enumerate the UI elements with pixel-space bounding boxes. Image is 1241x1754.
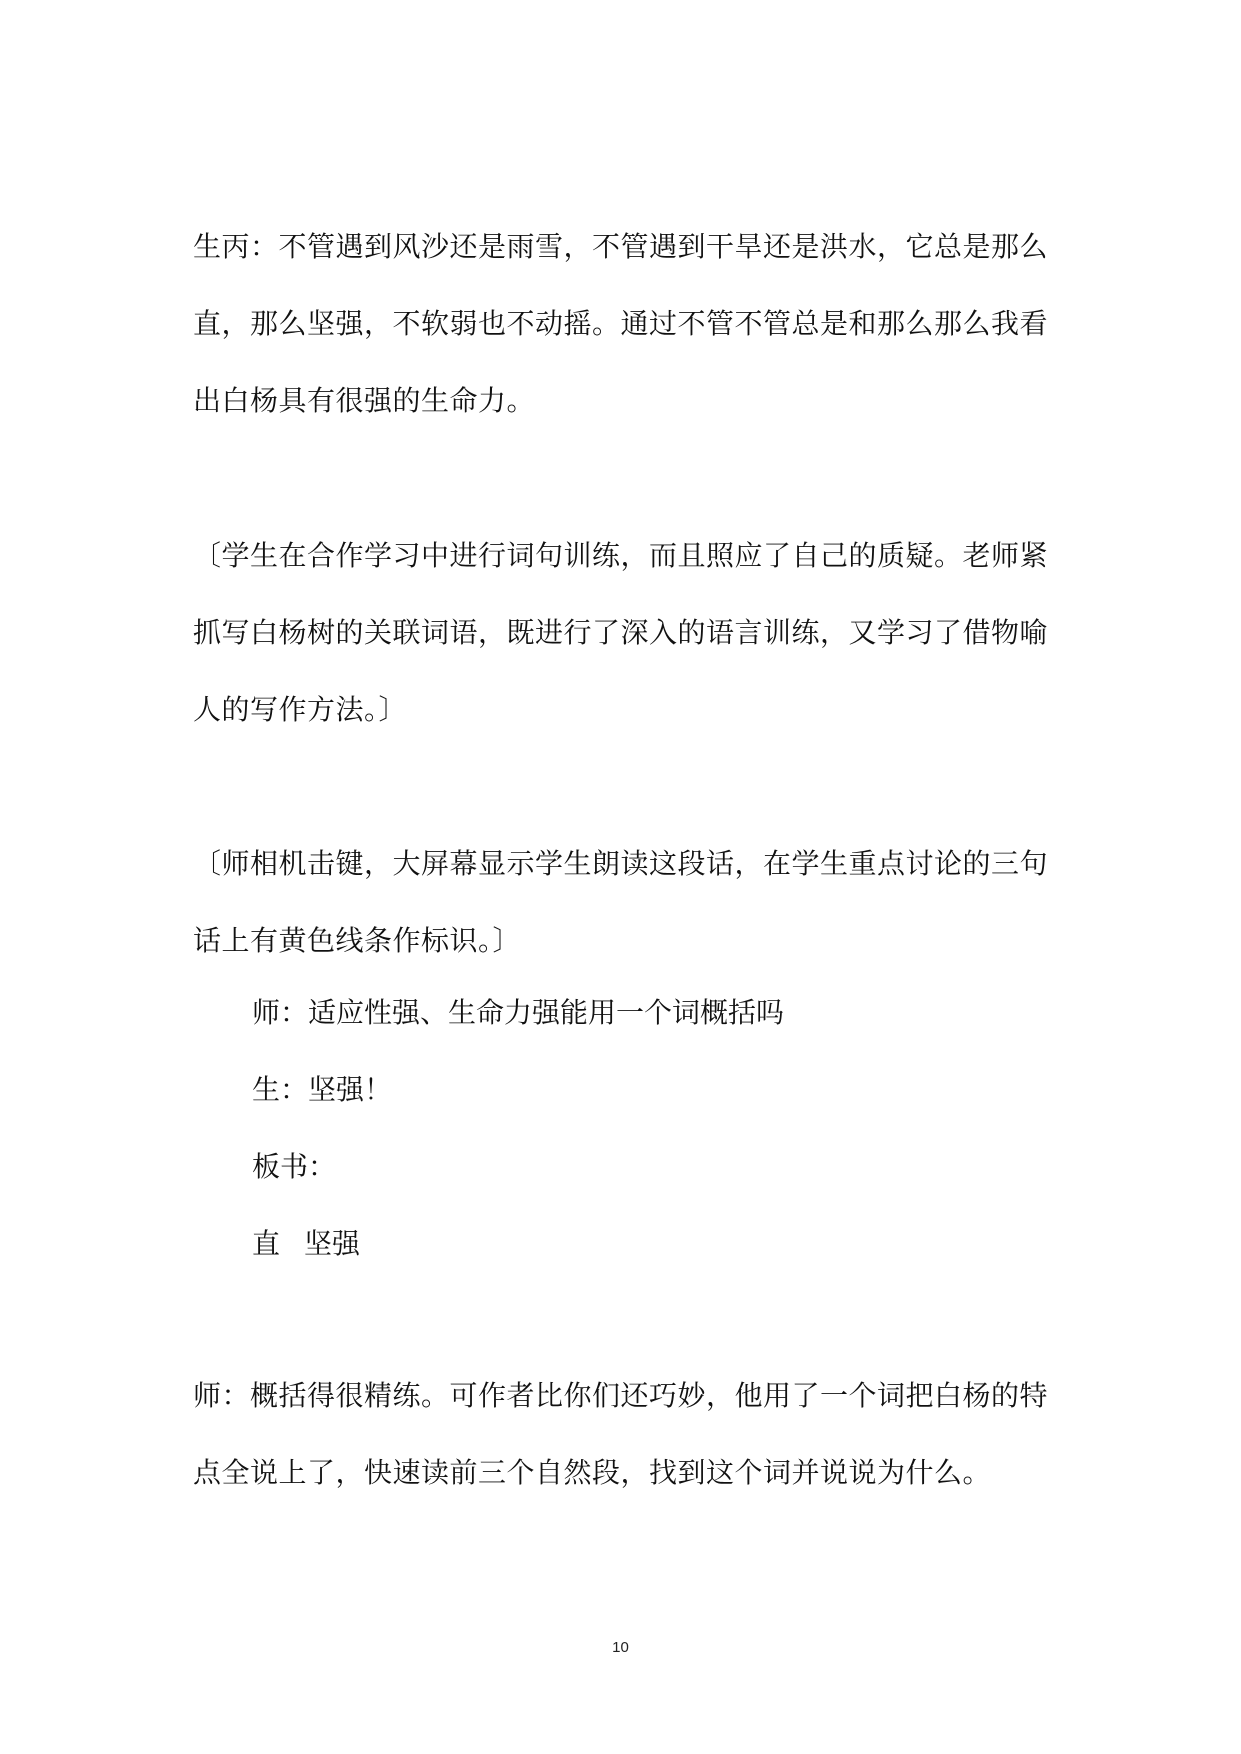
- student-answer-line: 生：坚强！: [252, 1073, 393, 1106]
- blackboard-label-line: 板书：: [252, 1150, 337, 1183]
- blackboard-word-straight: 直: [252, 1227, 281, 1260]
- page-number: 10: [612, 1639, 629, 1656]
- blackboard-word-strong: 坚强: [304, 1227, 361, 1260]
- paragraph-screen-display-note: 〔师相机击键，大屏幕显示学生朗读这段话，在学生重点讨论的三句话上有黄色线条作标识。〕: [193, 847, 1049, 957]
- teacher-question-line: 师：适应性强、生命力强能用一个词概括吗: [252, 996, 785, 1029]
- blackboard-words-line: [252, 1224, 360, 1264]
- paragraph-student-bing-answer: 生丙：不管遇到风沙还是雨雪，不管遇到干旱还是洪水，它总是那么直，那么坚强，不软弱也不动摇。通过不管不管总是和那么那么我看出白杨具有很强的生命力。: [193, 230, 1049, 417]
- paragraph-teacher-summary: 师：概括得很精练。可作者比你们还巧妙，他用了一个词把白杨的特点全说上了，快速读前三个自然段，找到这个词并说说为什么。: [193, 1379, 1049, 1489]
- paragraph-commentary-cooperative-learning: 〔学生在合作学习中进行词句训练，而且照应了自己的质疑。老师紧抓写白杨树的关联词语，既进行了深入的语言训练，又学习了借物喻人的写作方法。〕: [193, 539, 1049, 726]
